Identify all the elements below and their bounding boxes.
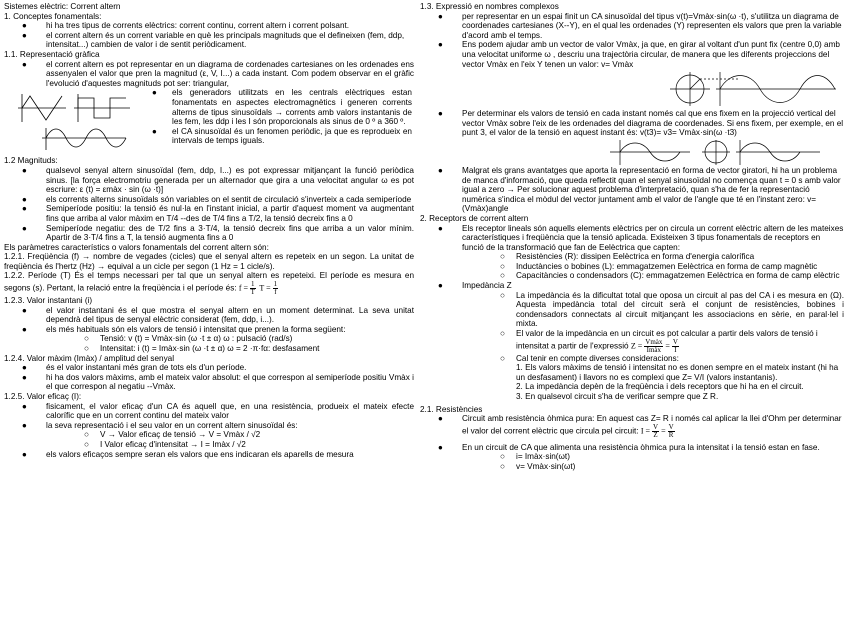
list-item: ● hi ha tres tipus de corrents elèctrics: corrent continu, corrent altern i corrent polsant. [22,21,350,31]
frequency-period-formula: f = $\frac{1}{T}$ T = $\frac{1}{f}$ [238,280,278,297]
list-item: ● el CA sinusoïdal és un fenomen periòdic, ja que es reprodueix en intervals de temps iguals. [152,126,412,146]
list-item: ● hi ha dos valors màxims, amb el mateix valor absolut: el que correspon al semiperíode positiu Vmàx i el que correspon al negatiu --Vmàx. [22,372,414,392]
sub-list-item: ○ El valor de la impedància en un circuit es pot calcular a partir dels valors de tensió i intensitat a partir de l'expressió Z = $\frac{\text{Vmàx}}{\text{Imàx}}$ = $\frac{V}{I}$ [500,329,818,354]
section-1-2-heading: 1.2 Magnituds: [4,156,58,166]
section-1-heading: 1. Conceptes fonamentals: [4,11,102,21]
list-item: ● En un circuit de CA que alimenta una resistència òhmica pura la intensitat i la tensió estan en fase. [438,442,820,452]
document-title: Sistemes elèctric: Corrent altern [4,2,121,11]
bullet: ● [22,21,27,31]
list-item: ● els generadors utilitzats en les centrals elèctriques estan fonamentats en aspectes electromagnètics i generen corrents alterns de tipus sinusoïdals → corrents amb valors instantanis de les fem, les ddp i les I són proporcionals als sinus de 0 º a 360 º. [152,88,412,127]
sub-list-item: ○ i= Imàx·sin(ωt) [500,452,570,462]
sub-list-item: ○ Cal tenir en compte diverses consideracions: [500,353,679,363]
sub-list-item: ○ Inductàncies o bobines (L): emmagatzemen Eelèctrica en forma de camp magnètic [500,261,818,271]
list-item: ● Ens podem ajudar amb un vector de valor Vmàx, ja que, en girar al voltant d'un punt fix (centre 0,0) amb una velocitat uniforme ω , descriu una trajectòria circular, de manera que les diferents projeccions del vector Vmàx en l'eix Y tenen un valor: v= Vmàx [438,40,840,69]
sub-list-item: ○ v= Vmàx·sin(ωt) [500,461,576,471]
ohm-law-formula: I = $\frac{V}{Z}$ = $\frac{V}{R}$ [640,422,674,439]
list-item: ● qualsevol senyal altern sinusoïdal (fem, ddp, I...) es pot expressar mitjançant la funció periòdica sinus. [la força electromotriu generada per un alternador que gira a una velocitat angular ω es pot escriure: ε (t) = εmàx · sin (ω ·t)] [22,165,414,195]
sub-list-item: ○ I Valor eficaç d'intensitat → I = Imàx / √2 [84,439,246,449]
left-column [4,2,414,459]
sub-list-item: ○ Resistències (R): dissipen Eelèctrica en forma d'energia calorífica [500,252,755,262]
projection-figure [420,138,844,166]
sub-list-item: ○ V → Valor eficaç de tensió → V = Vmàx / √2 [84,430,261,440]
list-item: ● els corrents alterns sinusoïdals són variables on el sentit de circulació s'inverteix a cada semiperíode [22,194,412,204]
sub-list-item: ○ Tensió: v (t) = Vmàx·sin (ω ·t ± α) ω : pulsació (rad/s) [84,334,293,344]
list-item: ● Els receptor lineals són aquells elements elèctrics per on circula un corrent elèctric altern de les mateixes característiques i freqüència que la tensió aplicada. Existeixen 3 tipus fonamentals de receptors en funció de la transformació que fan de Eelèctrica que capten: [438,223,844,252]
section-1-2-4-heading: 1.2.4. Valor màxim (Imàx) / amplitud del senyal [4,353,175,363]
list-item: ● és el valor instantani més gran de tots els d'un període. [22,363,247,373]
section-2-heading: 2. Receptors de corrent altern [420,213,529,223]
section-1-2-3-heading: 1.2.3. Valor instantani (i) [4,296,93,306]
frequency-paragraph: 1.2.1. Freqüència (f) → nombre de vegades (cicles) que el senyal altern es repeteix en un segon. La unitat de freqüència és l'hertz (Hz) → equival a un cicle per segon (1 Hz = 1 cicle/s). [4,252,414,271]
list-item: ● Malgrat els grans avantatges que aporta la representació en forma de vector giratori, hi ha un problema de manca d'informació, que queda reflectit quan el senyal sinusoïdal no comença quan t = 0 s amb valor igual a zero → Per solucionar aquest problema d'interpretació, quan s'ha de fer la representació numèrica s'indica el mòdul del vector juntament amb el valor de l'angle que té en l'instant zero: v= (Vmàx)angle [438,165,841,214]
sub-list-item: ○ Intensitat: i (t) = Imàx·sin (ω ·t ± α) ω = 2 ·π·fα: desfasament [84,344,320,354]
bullet: ● [22,30,27,40]
sub-list-item: ○ Capacitàncies o condensadors (C): emmagatzemen Eelèctrica en forma de camp elèctric [500,271,840,281]
section-2-1-heading: 2.1. Resistències [420,404,483,414]
list-item: ● el corrent altern es pot representar en un diagrama de cordenades cartesianes on les ordenades ens assenyalen el valor que pren la magnitud (ε, V, I...) a cada instant. Com podem observar en el gràfic l'evolució d'aquestes magnituds pot ser: triangular, [22,59,414,88]
parameters-intro: Els paràmetres característics o valors fonamentals del corrent altern són: [4,242,269,252]
sub-list-item: ○ La impedància és la dificultat total que oposa un circuit al pas del CA i es mesura en (Ω). Aquesta impedància total del circuit serà el conjunt de resistències, bobines i condensadors connectats al circuit mitjançant les associacions en sèrie, en paral·lel i mixta. [500,290,844,329]
list-item: ● Impedància Z [438,281,512,291]
list-item: ● els més habituals són els valors de tensió i intensitat que prenen la forma següent: [22,324,346,334]
list-item: ● Per determinar els valors de tensió en cada instant només cal que ens fixem en la projecció vertical del vector Vmàx sobre l'eix de les ordenades del diagrama de coordenades. Si ens fixem, per exemple, en el punt 3, el valor de la tensió en aquest instant és: v(t3)= v3= Vmàx·sin(ω ·t3) [438,109,844,138]
waveform-block [4,88,414,152]
list-item: ● per representar en un espai finit un CA sinusoïdal del tipus v(t)=Vmàx·sin(ω ·t), s'utilitza un diagrama de coordenades cartesianes (X--Y), en el qual les ordenades (Y) representen els valors que pren la variable d'acord amb el temps. [438,11,842,40]
section-1-list [4,21,414,50]
section-1-1-heading: 1.1. Representació gràfica [4,49,100,59]
period-paragraph: 1.2.2. Període (T) És el temps necessari per tal que un senyal altern es repeteixi. El període es mesura en segons (s). Pertant, la relació entre la freqüència i el període és: f = $\frac{1}{T}$ T = $\frac{1}{f}$ [4,271,414,297]
list-item: ● Semiperíode negatiu: des de T/2 fins a 3·T/4, la tensió decreix fins que arriba a un valor mínim. Apartir de 3·T/4 fins a T, la tensió augmenta fins a 0 [22,223,414,243]
list-item: ● la seva representació i el seu valor en un corrent altern sinusoïdal és: [22,420,298,430]
section-1-2-5-heading: 1.2.5. Valor eficaç (I): [4,392,82,401]
list-item: ● Semiperíode positiu: la tensió és nul·la en l'instant inicial, a partir d'aquest moment va augmentant fins que arriba al valor màxim en T/4 --des de T/4 fins a T/2, la tensió decreix fins a 0 [22,204,414,223]
list-item: ● el valor instantani és el que mostra el senyal altern en un moment determinat. La seva unitat dependrà del tipus de senyal elèctric considerat (fem, ddp, i...). [22,305,414,325]
right-column [420,2,844,472]
rotating-vector-figure [420,69,844,109]
list-item: ● els valors eficaços sempre seran els valors que ens indicaran els aparells de mesura [22,449,354,459]
list-item: ● el corrent altern és un corrent variable en què les principals magnituds que el defineixen (fem, ddp, intensitat...) cambien de valor i de sentit periòdicament. [22,30,405,50]
list-item: ● fisicament, el valor eficaç d'un CA és aquell que, en una resistència, produeix el mateix efecte calorífic que en un corrent continu del mateix valor [22,401,414,421]
considerations: 1. Els valors màxims de tensió i intensitat no es donen sempre en el mateix instant (hi ha un desfasament) i llavors no es complexi que Z= V/I (valors instantanis). 2. La impedància depèn de la freqüència i dels receptors que hi ha en el circuit. 3. En qualsevol circuit s'ha de verificar sempre que Z R. [516,363,839,401]
waveform-figure [4,88,132,152]
section-1-3-heading: 1.3. Expressió en nombres complexos [420,2,559,11]
impedance-formula: Z = $\frac{\text{Vmàx}}{\text{Imàx}}$ = $\frac{V}{I}$ [630,337,678,354]
list-item: ● Circuit amb resistència òhmica pura: En aquest cas Z= R i només cal aplicar la llei d'Ohm per determinar el valor del corrent elèctric que circula pel circuit: I = $\frac{V}{Z}$ = $\frac{V}{R}$ [438,414,842,439]
